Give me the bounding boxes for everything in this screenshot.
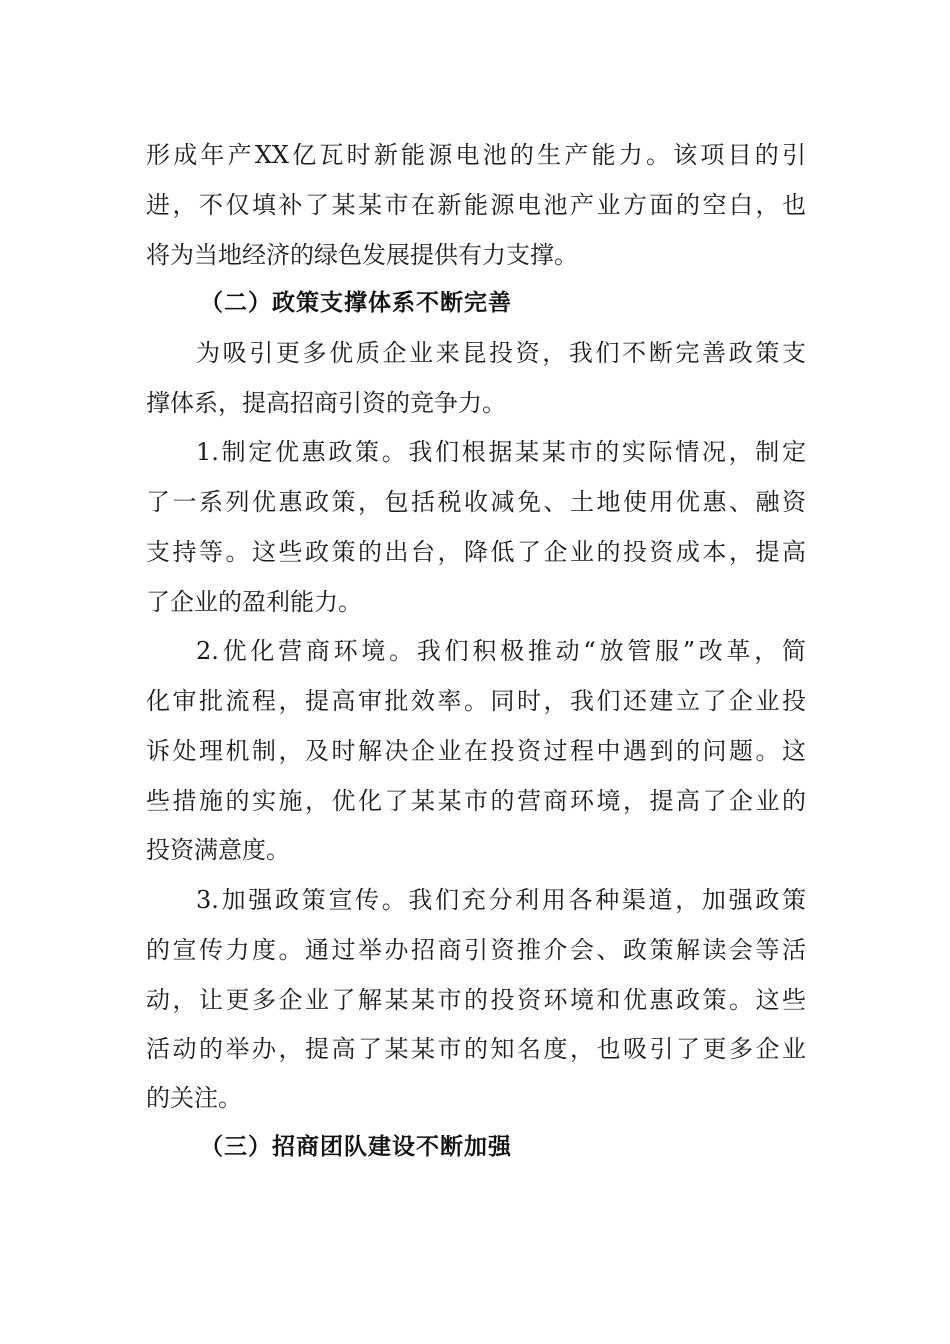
list-item-line: 动，让更多企业了解某某市的投资环境和优惠政策。这些: [146, 986, 806, 1014]
list-item-line: 投资满意度。: [146, 836, 290, 864]
paragraph-line: 将为当地经济的绿色发展提供有力支撑。: [146, 241, 578, 269]
list-item-line: 诉处理机制，及时解决企业在投资过程中遇到的问题。这: [146, 737, 806, 765]
paragraph-line: 为吸引更多优质企业来昆投资，我们不断完善政策支: [196, 339, 806, 367]
list-item-line: 的关注。: [146, 1084, 242, 1112]
list-item-line: 1.制定优惠政策。我们根据某某市的实际情况，制定: [196, 438, 806, 466]
section-heading: （三）招商团队建设不断加强: [200, 1134, 512, 1160]
paragraph-line: 进，不仅填补了某某市在新能源电池产业方面的空白，也: [146, 191, 806, 219]
list-item-line: 支持等。这些政策的出台，降低了企业的投资成本，提高: [146, 538, 806, 566]
paragraph-line: 形成年产XX亿瓦时新能源电池的生产能力。该项目的引: [146, 141, 806, 169]
list-item-line: 2.优化营商环境。我们积极推动“放管服”改革，简: [196, 637, 806, 665]
paragraph-line: 撑体系，提高招商引资的竞争力。: [146, 389, 506, 417]
list-item-line: 些措施的实施，优化了某某市的营商环境，提高了企业的: [146, 787, 806, 815]
section-heading: （二）政策支撑体系不断完善: [200, 290, 512, 316]
list-item-line: 的宣传力度。通过举办招商引资推介会、政策解读会等活: [146, 936, 806, 964]
list-item-line: 了企业的盈利能力。: [146, 588, 362, 616]
list-item-line: 活动的举办，提高了某某市的知名度，也吸引了更多企业: [146, 1035, 806, 1063]
list-item-line: 化审批流程，提高审批效率。同时，我们还建立了企业投: [146, 687, 806, 715]
list-item-line: 了一系列优惠政策，包括税收减免、土地使用优惠、融资: [146, 488, 806, 516]
list-item-line: 3.加强政策宣传。我们充分利用各种渠道，加强政策: [196, 886, 806, 914]
